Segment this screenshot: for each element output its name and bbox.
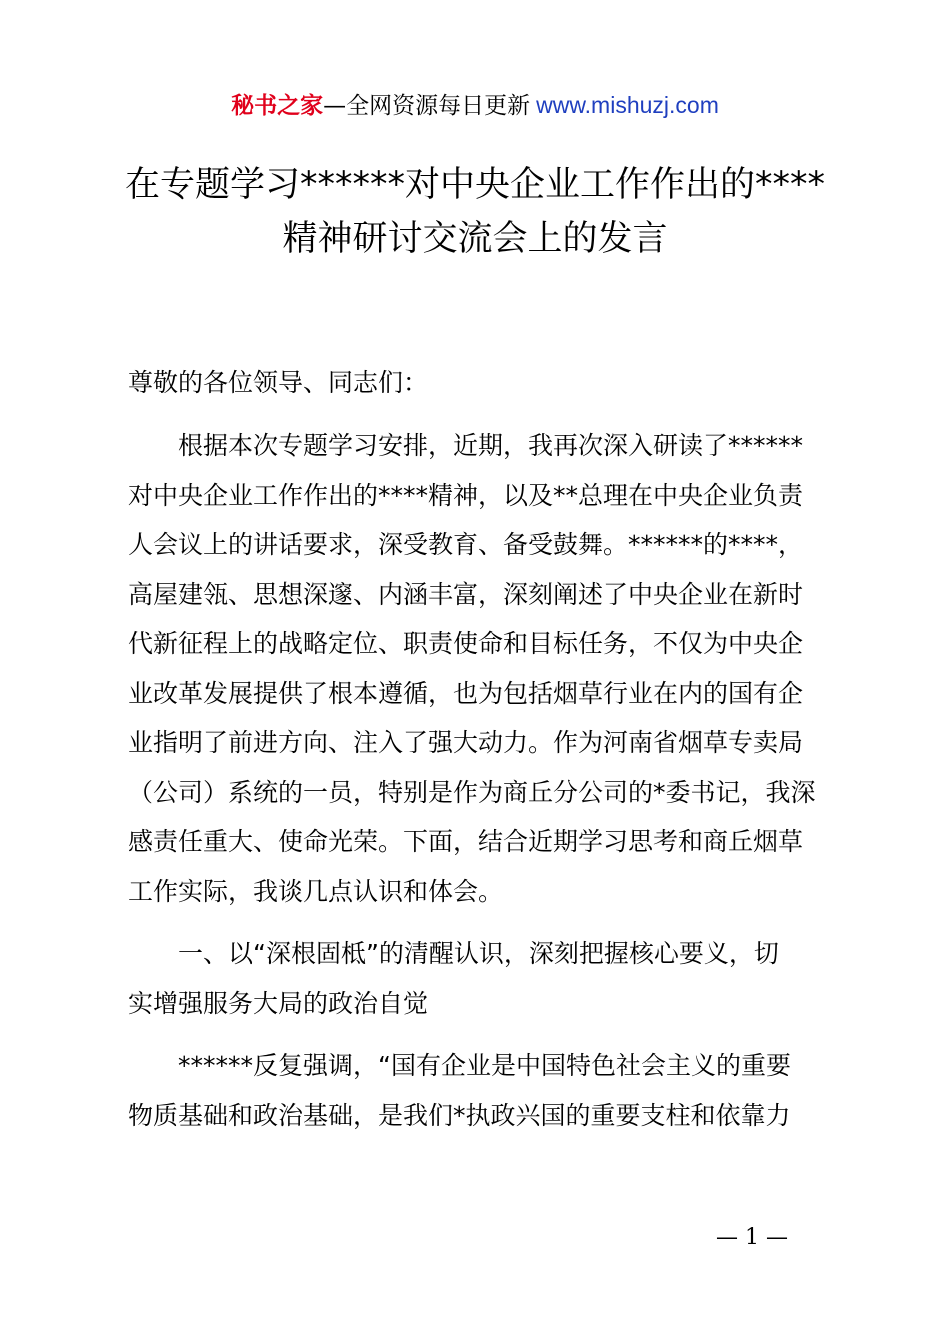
heading-line: 一、以“深根固柢”的清醒认识，深刻把握核心要义，切 bbox=[178, 939, 779, 968]
brand-name: 秘书之家 bbox=[231, 93, 324, 119]
paragraph-intro bbox=[128, 421, 838, 916]
paragraph-line: 感责任重大、使命光荣。下面，结合近期学习思考和商丘烟草 bbox=[128, 827, 804, 856]
header-tagline: —全网资源每日更新 bbox=[323, 93, 531, 119]
paragraph-line: 业改革发展提供了根本遵循，也为包括烟草行业在内的国有企 bbox=[128, 678, 804, 708]
salutation: 尊敬的各位领导、同志们： bbox=[128, 368, 429, 397]
document-title bbox=[60, 158, 890, 266]
paragraph-line: （公司）系统的一员，特别是作为商丘分公司的*委书记，我深 bbox=[128, 777, 816, 807]
paragraph-line: 根据本次专题学习安排，近期，我再次深入研读了****** bbox=[178, 431, 804, 460]
paragraph-line: ******反复强调，“国有企业是中国特色社会主义的重要 bbox=[178, 1051, 791, 1080]
paragraph-line: 代新征程上的战略定位、职责使命和目标任务，不仅为中央企 bbox=[128, 629, 804, 658]
paragraph-section-1 bbox=[128, 1041, 838, 1140]
section-heading-1 bbox=[128, 929, 838, 1028]
site-header bbox=[0, 88, 950, 123]
paragraph-line: 人会议上的讲话要求，深受教育、备受鼓舞。******的****， bbox=[128, 530, 804, 559]
page-number: — 1 — bbox=[716, 1225, 788, 1250]
paragraph-line: 工作实际，我谈几点认识和体会。 bbox=[128, 876, 504, 906]
site-url-link[interactable]: www.mishuzj.com bbox=[536, 92, 719, 118]
paragraph-line: 物质基础和政治基础，是我们*执政兴国的重要支柱和依靠力 bbox=[128, 1100, 791, 1130]
paragraph-line: 对中央企业工作作出的****精神，以及**总理在中央企业负责 bbox=[128, 480, 804, 510]
heading-line: 实增强服务大局的政治自觉 bbox=[128, 988, 429, 1018]
title-line-2: 精神研讨交流会上的发言 bbox=[282, 219, 668, 259]
title-line-1: 在专题学习******对中央企业工作作出的**** bbox=[124, 165, 825, 205]
paragraph-line: 高屋建瓴、思想深邃、内涵丰富，深刻阐述了中央企业在新时 bbox=[128, 579, 804, 609]
paragraph-line: 业指明了前进方向、注入了强大动力。作为河南省烟草专卖局 bbox=[128, 728, 804, 757]
